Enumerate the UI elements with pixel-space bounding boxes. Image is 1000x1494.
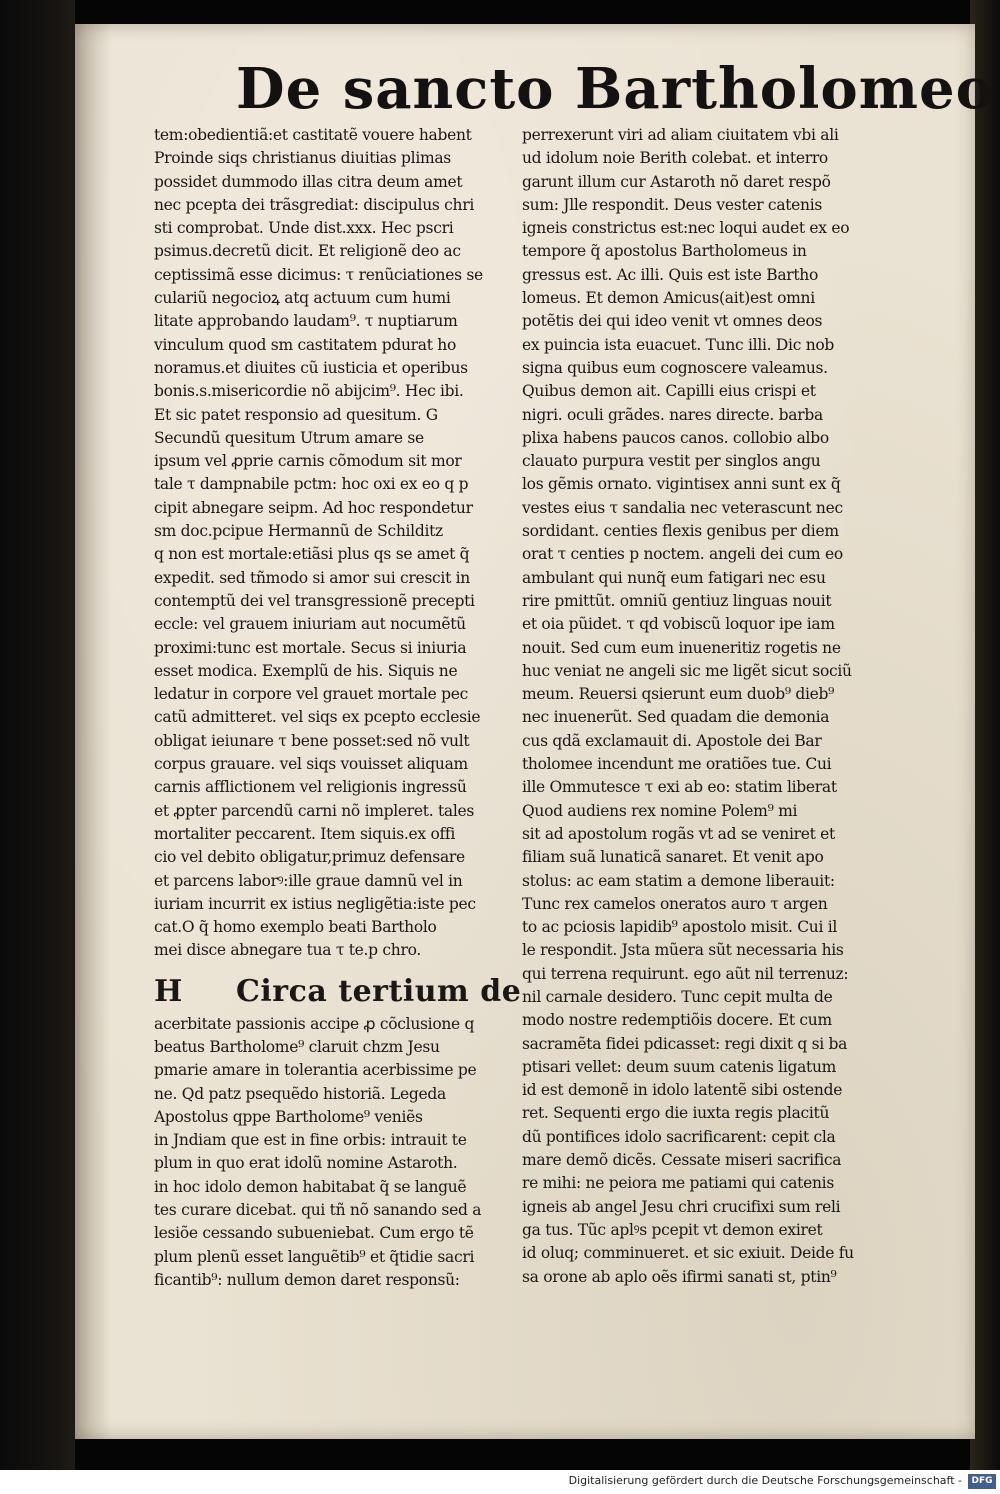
text-line: filiam suã lunaticã sanaret. Et venit apo [522,848,824,867]
section-heading [154,971,579,1013]
text-line: contemptũ dei vel transgressionẽ precepti [154,591,475,610]
text-line: Apostolus qppe Bartholome⁹ veniẽs [154,1107,423,1126]
text-line: ex puincia ista euacuet. Tunc illi. Dic nob [522,335,835,354]
text-line: proximi:tunc est mortale. Secus si iniuria [154,638,467,657]
text-line: sa orone ab aplo oẽs ifirmi sanati st, ptin⁹ [522,1267,837,1286]
text-line: sum: Jlle respondit. Deus vester catenis [522,195,823,214]
text-line: ficantib⁹: nullum demon daret responsũ: [154,1270,460,1289]
text-line: nouit. Sed cum eum inueneritiz rogetis ne [522,638,841,657]
text-line: Secundũ quesitum Utrum amare se [154,428,424,447]
text-line: ne. Qd patz psequẽdo historiã. Legeda [154,1084,446,1103]
text-line: sordidant. centies flexis genibus per diem [522,522,839,541]
text-line: modo nostre redemptiõis docere. Et cum [522,1011,832,1030]
text-line: in Jndiam que est in fine orbis: intrauit te [154,1131,467,1150]
text-line: lesiõe cessando subueniebat. Cum ergo tẽ [154,1224,474,1243]
text-line: stolus: ac eam statim a demone liberauit: [522,871,835,890]
text-line: cipit abnegare seipm. Ad hoc respondetur [154,498,473,517]
text-line: tem:obedientiã:et castitatẽ vouere habent [154,126,472,144]
text-line: re mihi: ne peiora me patiami qui catenis [522,1174,834,1193]
text-line: garunt illum cur Astaroth nõ daret respõ [522,172,831,191]
text-line: tes curare dicebat. qui tñ nõ sanando sed a [154,1201,482,1220]
text-line: los gẽmis ornato. vigintisex anni sunt ex q̃ [522,475,841,494]
text-line: in hoc idolo demon habitabat q̃ se languẽ [154,1177,467,1196]
text-line: acerbitate passionis accipe ꝓ cõclusione q [154,1014,475,1033]
text-line: mortaliter peccarent. Item siquis.ex offi [154,824,456,843]
text-line: q non est mortale:etiãsi plus qs se amet q̃ [154,545,470,564]
text-line: nec pcepta dei trãsgrediat: discipulus chri [154,195,475,214]
text-line: gressus est. Ac illi. Quis est iste Bartho [522,265,819,284]
dfg-logo: DFG [968,1474,996,1489]
text-line: culariũ negocioꝝ atq actuum cum humi [154,289,451,308]
text-line: qui terrena requirunt. ego aũt nil terrenuz: [522,964,849,983]
text-line: ceptissimã esse dicimus: τ renũciationes se [154,265,483,284]
text-line: plum plenũ esset languẽtib⁹ et q̃tidie sacri [154,1247,475,1266]
text-line: Et sic patet responsio ad quesitum. G [154,405,438,424]
text-line: lomeus. Et demon Amicus(ait)est omni [522,289,815,308]
text-line: ptisari vellet: deum suum catenis ligatum [522,1057,837,1076]
text-line: Tunc rex camelos oneratos auro τ argen [522,894,828,913]
text-line: et ꝓpter parcendũ carni nõ impleret. tales [154,801,474,820]
text-line: litate approbando laudam⁹. τ nuptiarum [154,312,458,331]
left-text-column [154,124,579,1292]
text-line: cat.O q̃ homo exemplo beati Bartholo [154,918,437,937]
text-line: et parcens laborꝰ:ille graue damnũ vel in [154,871,463,890]
text-line: noramus.et diuites cũ iusticia et operibus [154,358,468,377]
text-line: sacramẽta fidei pdicasset: regi dixit q si ba [522,1034,848,1053]
text-line: ret. Sequenti ergo die iuxta regis placitũ [522,1104,830,1123]
text-line: perrexerunt viri ad aliam ciuitatem vbi ali [522,126,839,144]
text-line: nil carnale desidero. Tunc cepit multa de [522,987,833,1006]
text-line: orat τ centies p noctem. angeli dei cum eo [522,545,843,564]
text-line: vinculum quod sm castitatem pdurat ho [154,335,456,354]
text-line: igneis constrictus est:nec loqui audet ex eo [522,219,850,238]
text-line: sit ad apostolum rogãs vt ad se veniret et [522,824,835,843]
text-line: to ac pciosis lapidib⁹ apostolo misit. Cui il [522,918,838,937]
text-line: corpus grauare. vel siqs vouisset aliquam [154,755,468,774]
section-heading-text: Circa tertium de [236,973,522,1009]
text-line: signa quibus eum cognoscere valeamus. [522,358,828,377]
right-text-column [522,124,897,1289]
text-line: catũ admitteret. vel siqs ex pcepto ecclesie [154,708,481,727]
text-line: expedit. sed tñmodo si amor sui crescit in [154,568,470,587]
text-line: pmarie amare in tolerantia acerbissime pe [154,1061,477,1080]
text-line: psimus.decretũ dicit. Et religionẽ deo ac [154,242,461,261]
text-line: possidet dummodo illas citra deum amet [154,172,463,191]
text-line: Quibus demon ait. Capilli eius crispi et [522,382,816,401]
text-line: id oluq; comminueret. et sic exiuit. Deide fu [522,1244,854,1263]
text-line: cio vel debito obligatur,primuz defensare [154,848,465,867]
book-left-edge [0,0,75,1470]
text-line: Proinde siqs christianus diuitias plimas [154,149,451,168]
text-line: mei disce abnegare tua τ te.p chro. [154,941,421,960]
footer-bar [0,1470,1000,1494]
text-line: huc veniat ne angeli sic me ligẽt sicut sociũ [522,661,852,680]
text-line: sm doc.pcipue Hermannũ de Schilditz [154,522,443,541]
text-line: mare demõ dicẽs. Cessate miseri sacrifica [522,1151,842,1170]
text-line: ledatur in corpore vel grauet mortale pec [154,685,469,704]
text-line: potẽtis dei qui ideo venit vt omnes deos [522,312,823,331]
page-heading: De sancto Bartholomeo [236,56,994,122]
page-gutter-shadow [75,24,111,1439]
paragraph-mark: H [154,973,183,1009]
text-line: clauato purpura vestit per singlos angu [522,452,821,471]
text-line: ga tus. Tũc aplꝰs pcepit vt demon exiret [522,1220,823,1239]
text-line: beatus Bartholome⁹ claruit chzm Jesu [154,1037,440,1056]
text-line: plixa habens paucos canos. collobio albo [522,428,829,447]
text-line: ille Ommutesce τ exi ab eo: statim liberat [522,778,837,797]
text-line: tempore q̃ apostolus Bartholomeus in [522,242,807,261]
text-line: Quod audiens rex nomine Polem⁹ mi [522,801,798,820]
text-line: obligat ieiunare τ bene posset:sed nõ vult [154,731,470,750]
text-line: plum in quo erat idolũ nomine Astaroth. [154,1154,458,1173]
text-line: dũ pontifices idolo sacrificarent: cepit cla [522,1127,836,1146]
text-line: meum. Reuersi qsierunt eum duob⁹ dieb⁹ [522,685,835,704]
text-line: bonis.s.misericordie nõ abijcim⁹. Hec ibi. [154,382,464,401]
text-line: ipsum vel ꝓprie carnis cõmodum sit mor [154,452,462,471]
text-line: iuriam incurrit ex istius negligẽtia:iste pec [154,894,476,913]
text-line: tale τ dampnabile pctm: hoc oxi ex eo q p [154,475,469,494]
text-line: tholomee incendunt me oratiões tue. Cui [522,755,832,774]
text-line: nec inuenerũt. Sed quadam die demonia [522,708,830,727]
text-line: esset modica. Exemplũ de his. Siquis ne [154,661,458,680]
text-line: vestes eius τ sandalia nec veterascunt nec [522,498,843,517]
text-line: eccle: vel grauem iniuriam aut nocumẽtũ [154,615,466,634]
text-line: rire pmittũt. omniũ gentiuz linguas nouit [522,591,832,610]
text-line: igneis ab angel Jesu chri crucifixi sum reli [522,1197,841,1216]
text-line: le respondit. Jsta mũera sũt necessaria his [522,941,844,960]
text-line: nigri. oculi grãdes. nares directe. barba [522,405,823,424]
text-line: sti comprobat. Unde dist.xxx. Hec pscri [154,219,454,238]
text-line: cus qdã exclamauit di. Apostole dei Bar [522,731,822,750]
text-line: id est demonẽ in idolo latentẽ sibi ostende [522,1081,843,1100]
funding-notice: Digitalisierung gefördert durch die Deutsche Forschungsgemeinschaft - [568,1474,962,1487]
text-line: carnis afflictionem vel religionis ingressũ [154,778,467,797]
text-line: ambulant qui nunq̃ eum fatigari nec esu [522,568,826,587]
text-line: et oia pũidet. τ qd vobiscũ loquor ipe iam [522,615,835,634]
text-line: ud idolum noie Berith colebat. et interro [522,149,828,168]
